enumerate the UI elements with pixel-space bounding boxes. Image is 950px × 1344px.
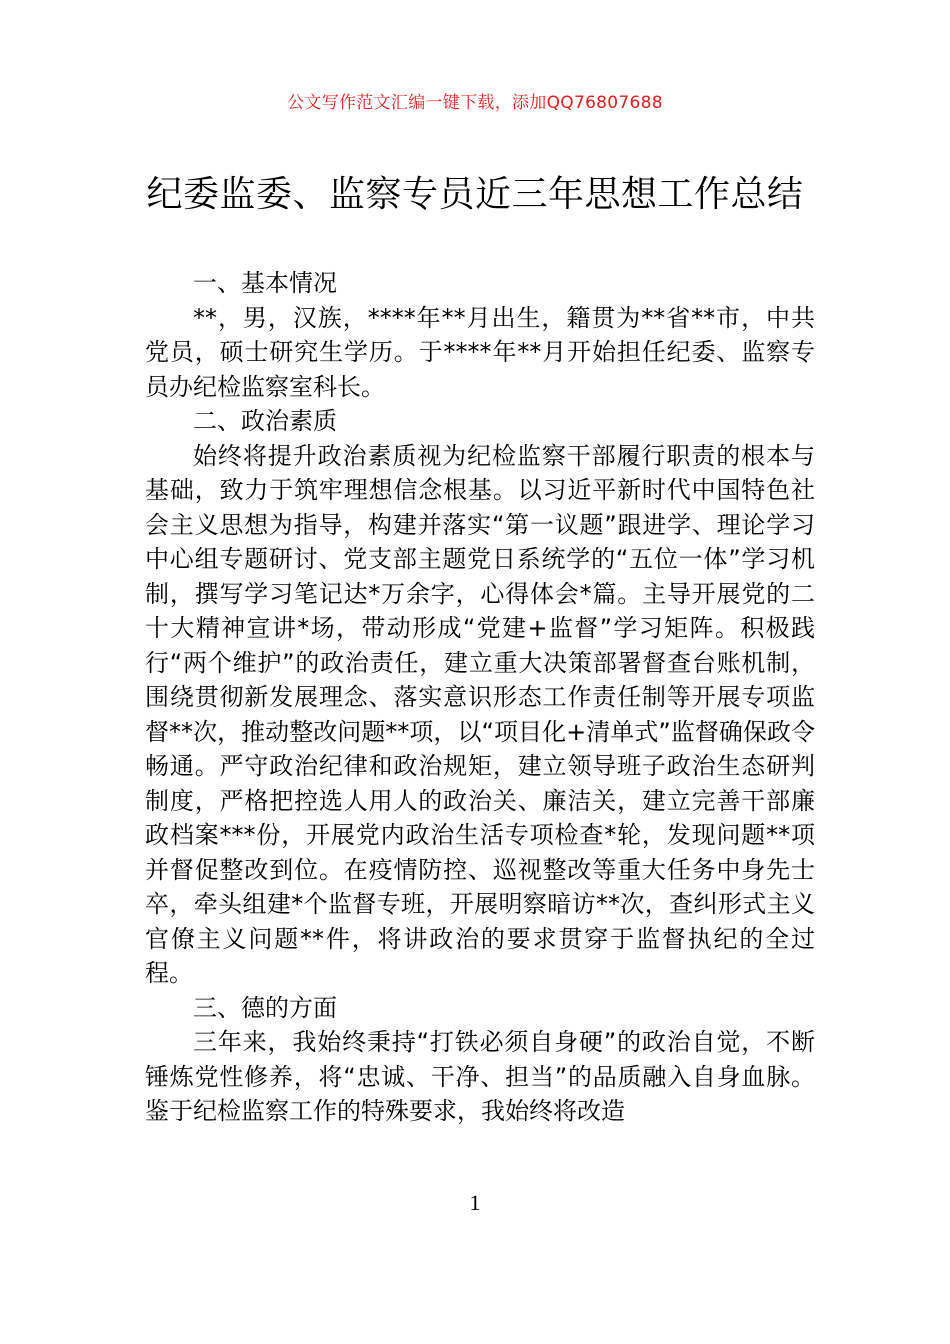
section-heading-political-quality: 二、政治素质 <box>193 407 337 435</box>
section-heading-morality: 三、德的方面 <box>193 993 337 1022</box>
section-heading-basic-info: 一、基本情况 <box>193 269 337 297</box>
page-number: 1 <box>469 1190 481 1215</box>
document-body <box>145 266 815 1129</box>
header-promo-text: 公文写作范文汇编一键下载，添加QQ76807688 <box>287 93 663 113</box>
paragraph-basic-info: **，男，汉族，****年**月出生，籍贯为**省**市，中共党员，硕士研究生学历。于****年**月开始担任纪委、监察专员办纪检监察室科长。 <box>145 303 815 401</box>
paragraph-political-quality: 始终将提升政治素质视为纪检监察干部履行职责的根本与基础，致力于筑牢理想信念根基。以习近平新时代中国特色社会主义思想为指导，构建并落实“第一议题”跟进学、理论学习中心组专题研讨、党支部主题党日系统学的“五位一体”学习机制，撰写学习笔记达*万余字，心得体会*篇。主导开展党的二十大精神宣讲*场，带动形成“党建+监督”学习矩阵。积极践行“两个维护”的政治责任，建立重大决策部署督查台账机制，围绕贯彻新发展理念、落实意识形态工作责任制等开展专项监督**次，推动整改问题**项，以“项目化+清单式”监督确保政令畅通。严守政治纪律和政治规矩，建立领导班子政治生态研判制度，严格把控选人用人的政治关、廉洁关，建立完善干部廉政档案***份，开展党内政治生活专项检查*轮，发现问题**项并督促整改到位。在疫情防控、巡视整改等重大任务中身先士卒，牵头组建*个监督专班，开展明察暗访**次，查纠形式主义官僚主义问题**件，将讲政治的要求贯穿于监督执纪的全过程。 <box>145 441 815 987</box>
paragraph-morality: 三年来，我始终秉持“打铁必须自身硬”的政治自觉，不断锤炼党性修养，将“忠诚、干净、担当”的品质融入自身血脉。鉴于纪检监察工作的特殊要求，我始终将改造 <box>145 1028 815 1125</box>
document-title: 纪委监委、监察专员近三年思想工作总结 <box>146 174 804 215</box>
